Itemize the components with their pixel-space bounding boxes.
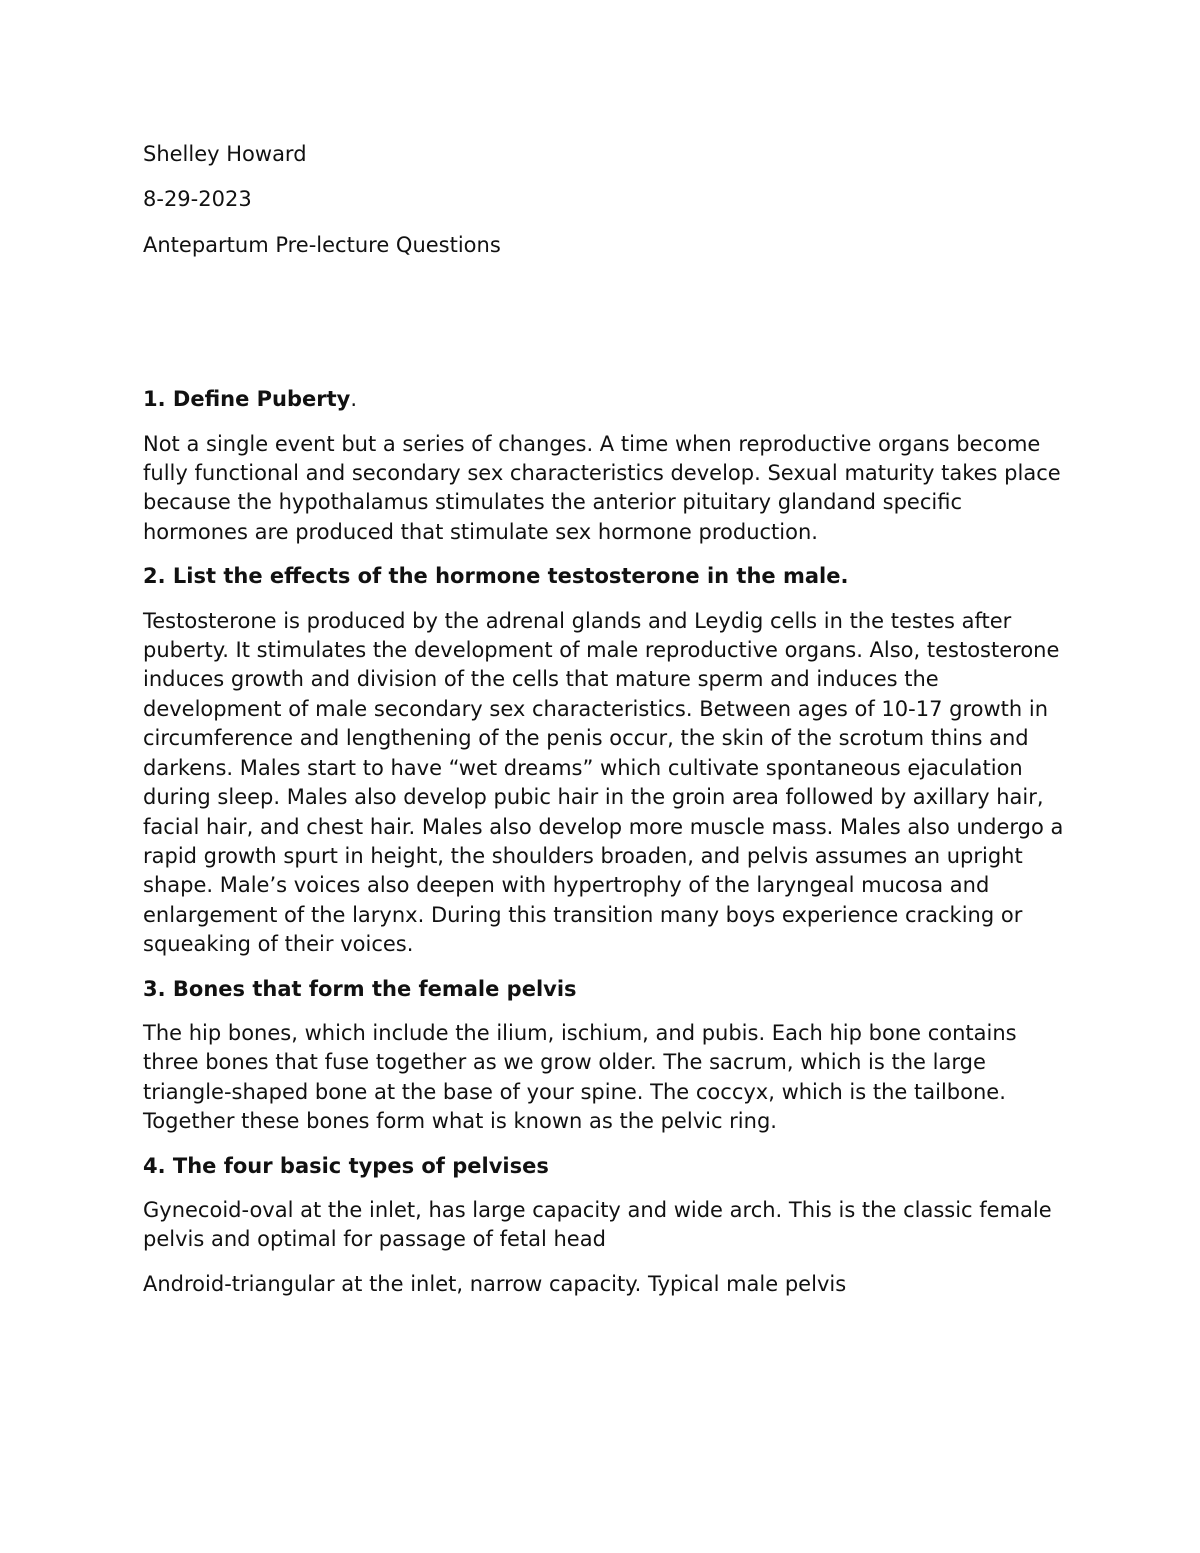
document-title: Antepartum Pre-lecture Questions <box>143 232 501 257</box>
question-3-text: 3. Bones that form the female pelvis <box>143 976 577 1001</box>
document-date: 8-29-2023 <box>143 187 252 212</box>
answer-2-paragraph: Testosterone is produced by the adrenal glands and Leydig cells in the testes after puberty. It stimulates the development of male reproductive organs. Also, testosterone induces growth and division of the cells that mature sperm and induces the development of male secondary sex characteristics. Between ages of 10-17 growth in circumference and lengthening of the penis occur, the skin of the scrotum thins and darkens. Males start to have “wet dreams” which cultivate spontaneous ejaculation during sleep. Males also develop pubic hair in the groin area followed by axillary hair, facial hair, and chest hair. Males also develop more muscle mass. Males also undergo a rapid growth spurt in height, the shoulders broaden, and pelvis assumes an upright shape. Male’s voices also deepen with hypertrophy of the laryngeal mucosa and enlargement of the larynx. During this transition many boys experience cracking or squeaking of their voices. <box>143 608 1064 957</box>
answer-3-paragraph: The hip bones, which include the ilium, ischium, and pubis. Each hip bone contains three bones that fuse together as we grow older. The sacrum, which is the large triangle-shaped bone at the base of your spine. The coccyx, which is the tailbone. Together these bones form what is known as the pelvic ring. <box>143 1020 1017 1134</box>
question-3-heading <box>143 975 1073 1004</box>
answer-4-paragraph-gynecoid: Gynecoid-oval at the inlet, has large capacity and wide arch. This is the classic female pelvis and optimal for passage of fetal head <box>143 1197 1052 1252</box>
question-4-heading <box>143 1152 1073 1181</box>
question-1-text: 1. Define Puberty <box>143 387 351 412</box>
answer-1-paragraph: Not a single event but a series of changes. A time when reproductive organs become fully functional and secondary sex characteristics develop. Sexual maturity takes place because the hypothalamus stimulates the anterior pituitary glandand specific hormones are produced that stimulate sex hormone production. <box>143 431 1061 544</box>
document-body <box>143 140 1073 1314</box>
question-1-heading <box>143 385 1073 414</box>
question-1-trail: . <box>350 387 358 412</box>
question-2-text: 2. List the effects of the hormone testosterone in the male. <box>143 564 849 589</box>
header-spacer <box>143 276 1073 385</box>
author-name: Shelley Howard <box>143 142 307 166</box>
question-4-text: 4. The four basic types of pelvises <box>143 1153 549 1178</box>
question-2-heading <box>143 562 1073 591</box>
answer-4-paragraph-android: Android-triangular at the inlet, narrow capacity. Typical male pelvis <box>143 1271 847 1296</box>
